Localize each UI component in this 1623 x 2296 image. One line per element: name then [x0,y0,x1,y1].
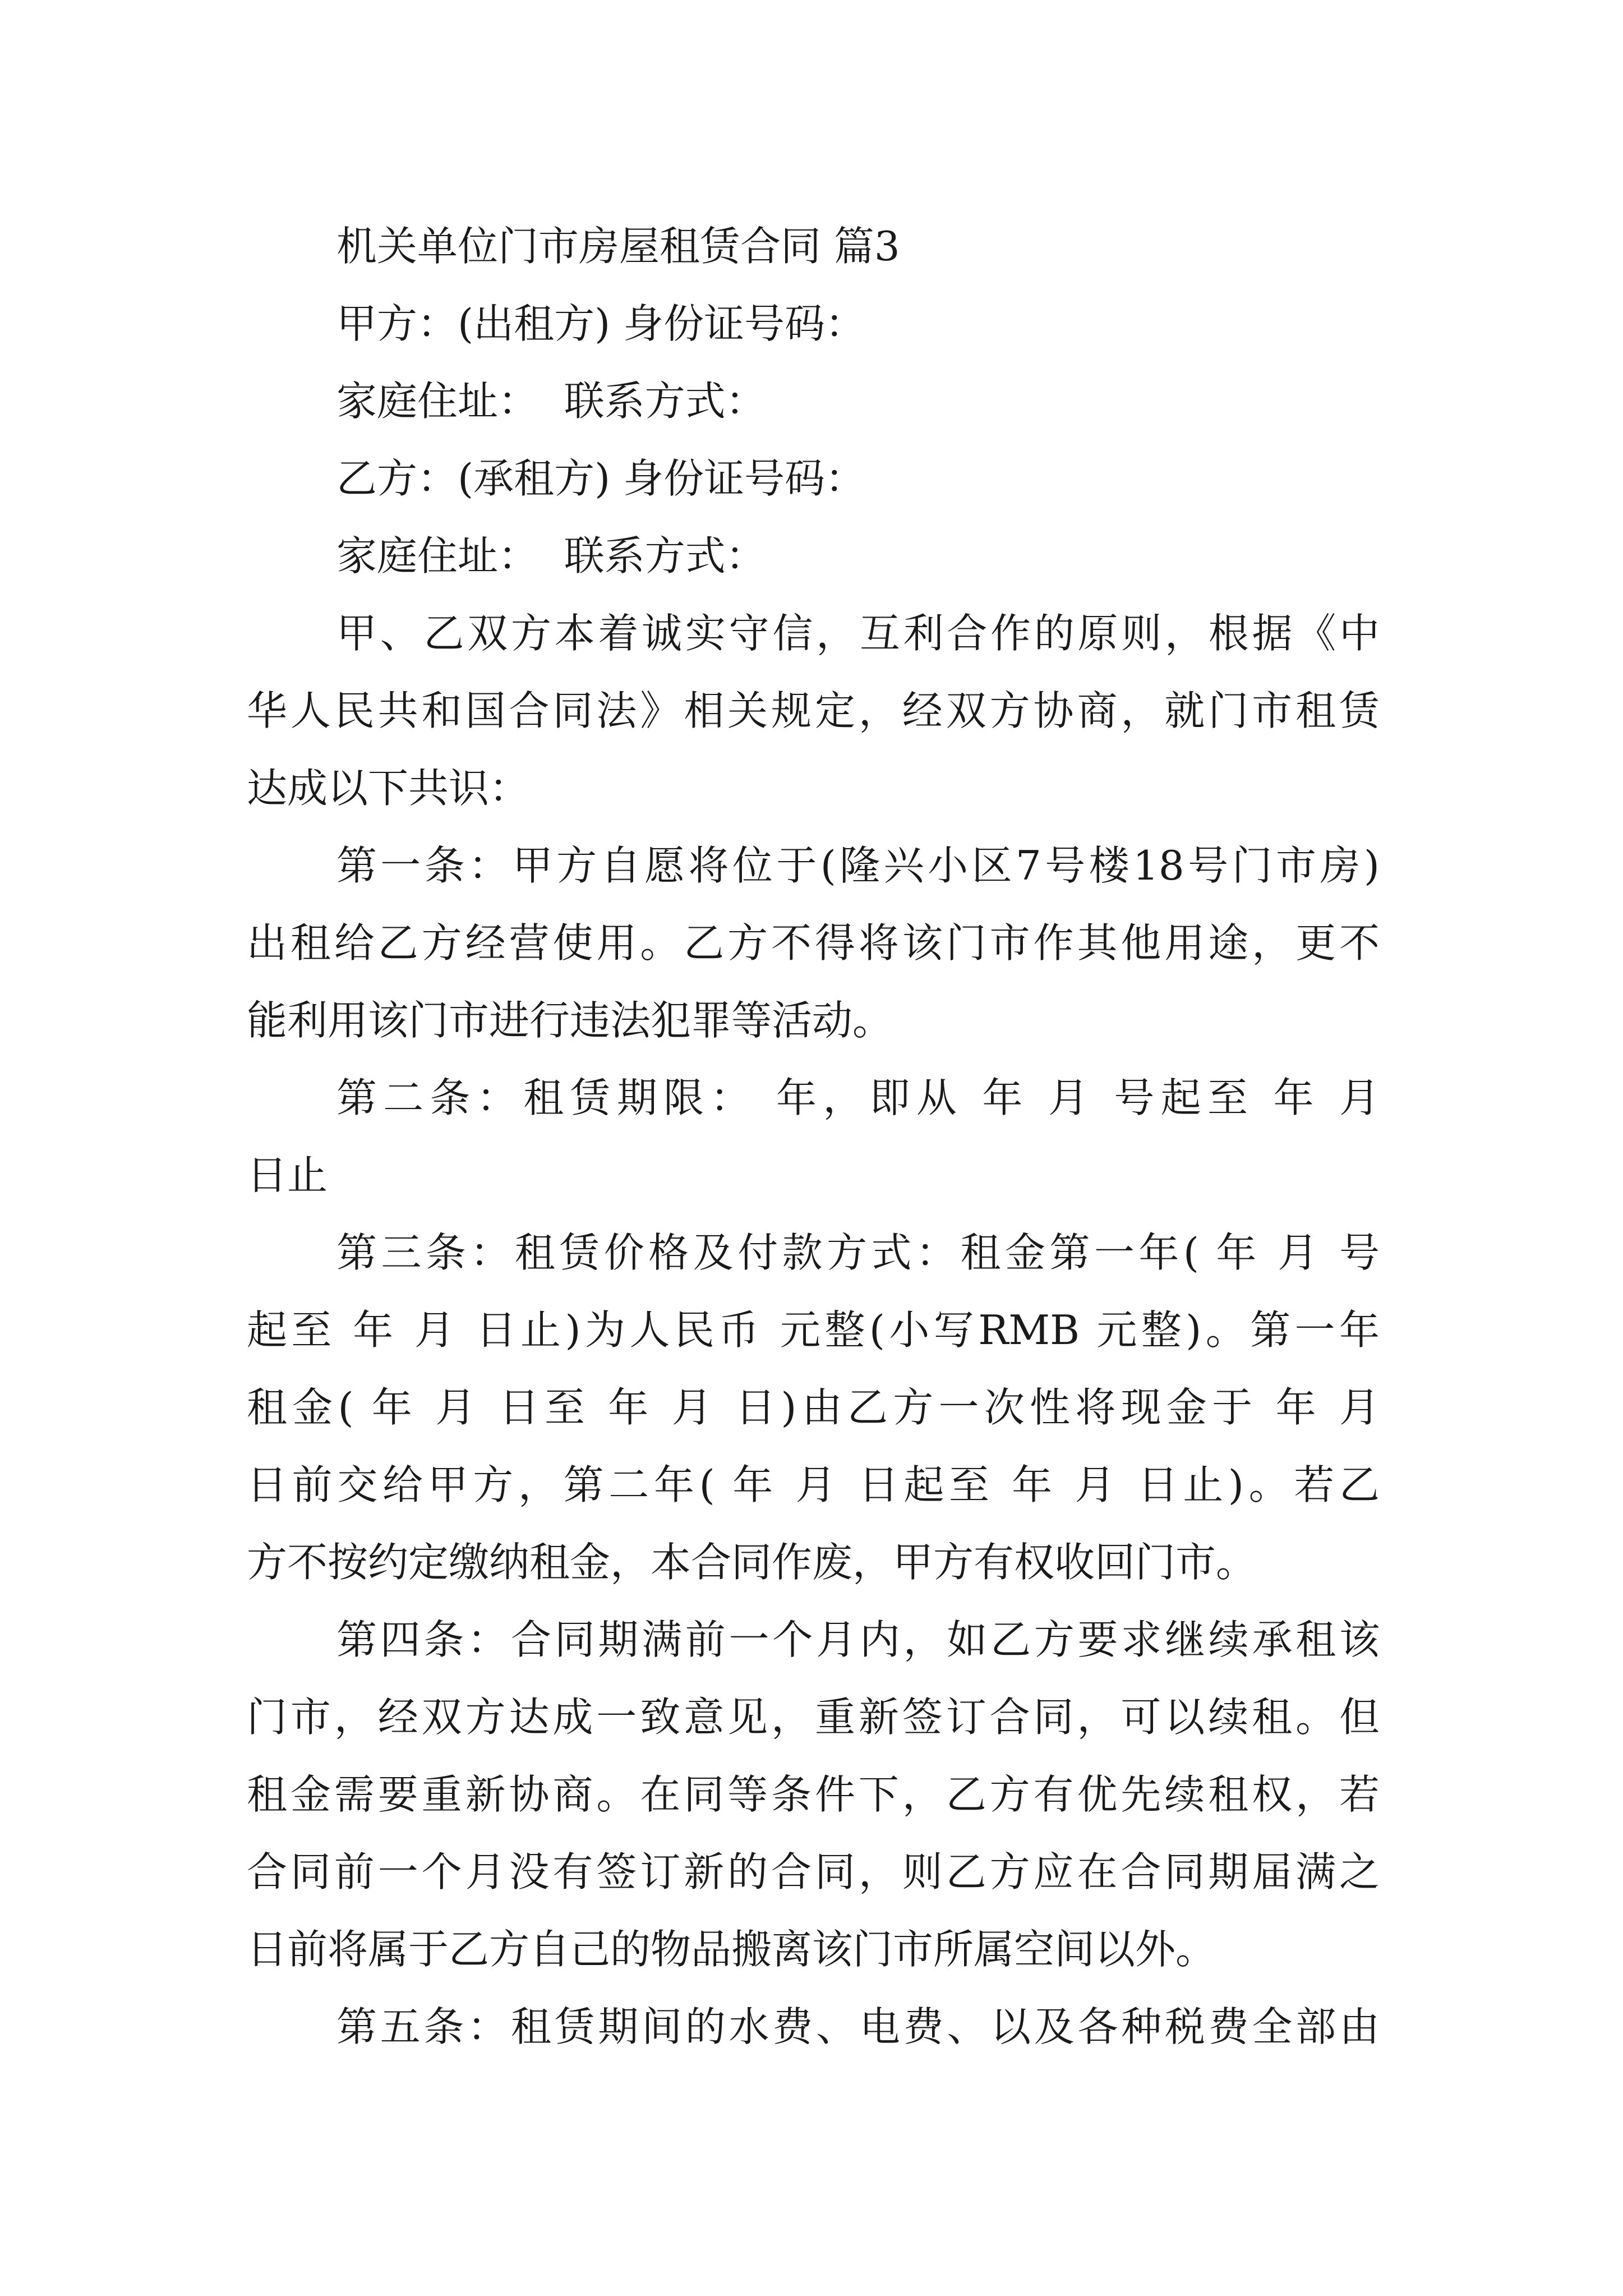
article-4-line: 门市，经双方达成一致意见，重新签订合同，可以续租。但 [247,1694,1380,1741]
paragraph-preamble-line: 华人民共和国合同法》相关规定，经双方协商，就门市租赁 [247,687,1380,734]
article-1-line: 第一条：甲方自愿将位于(隆兴小区7号楼18号门市房) [336,842,1380,889]
paragraph-preamble-line: 甲、乙双方本着诚实守信，互利合作的原则，根据《中 [336,610,1380,657]
article-3-line: 方不按约定缴纳租金，本合同作废，甲方有权收回门市。 [247,1539,1257,1586]
article-2-line: 日止 [247,1152,328,1199]
party-a-address-line: 家庭住址： 联系方式： [336,378,766,425]
document-title: 机关单位门市房屋租赁合同 篇3 [336,223,900,270]
article-3-line: 起至 年 月 日止)为人民币 元整(小写RMB 元整)。第一年 [247,1306,1380,1354]
article-4-line: 租金需要重新协商。在同等条件下，乙方有优先续租权，若 [247,1771,1380,1818]
article-3-line: 日前交给甲方，第二年( 年 月 日起至 年 月 日止)。若乙 [247,1461,1380,1508]
article-2-line: 第二条：租赁期限： 年，即从 年 月 号起至 年 月 [336,1074,1380,1121]
contract-text [247,208,1380,2065]
article-4-line: 第四条：合同期满前一个月内，如乙方要求继续承租该 [336,1616,1380,1663]
article-3-line: 租金( 年 月 日至 年 月 日)由乙方一次性将现金于 年 月 [247,1384,1380,1431]
article-3-line: 第三条：租赁价格及付款方式：租金第一年( 年 月 号 [336,1229,1380,1276]
party-b-id-line: 乙方：(承租方) 身份证号码： [336,455,866,502]
article-4-line: 合同前一个月没有签订新的合同，则乙方应在合同期届满之 [247,1848,1380,1895]
article-1-line: 出租给乙方经营使用。乙方不得将该门市作其他用途，更不 [247,919,1380,967]
party-a-id-line: 甲方：(出租方) 身份证号码： [336,300,866,347]
article-5-line: 第五条：租赁期间的水费、电费、以及各种税费全部由 [336,2003,1380,2050]
article-4-line: 日前将属于乙方自己的物品搬离该门市所属空间以外。 [247,1926,1216,1973]
paragraph-preamble-line: 达成以下共识： [247,765,530,812]
article-1-line: 能利用该门市进行违法犯罪等活动。 [247,997,893,1044]
party-b-address-line: 家庭住址： 联系方式： [336,532,766,579]
